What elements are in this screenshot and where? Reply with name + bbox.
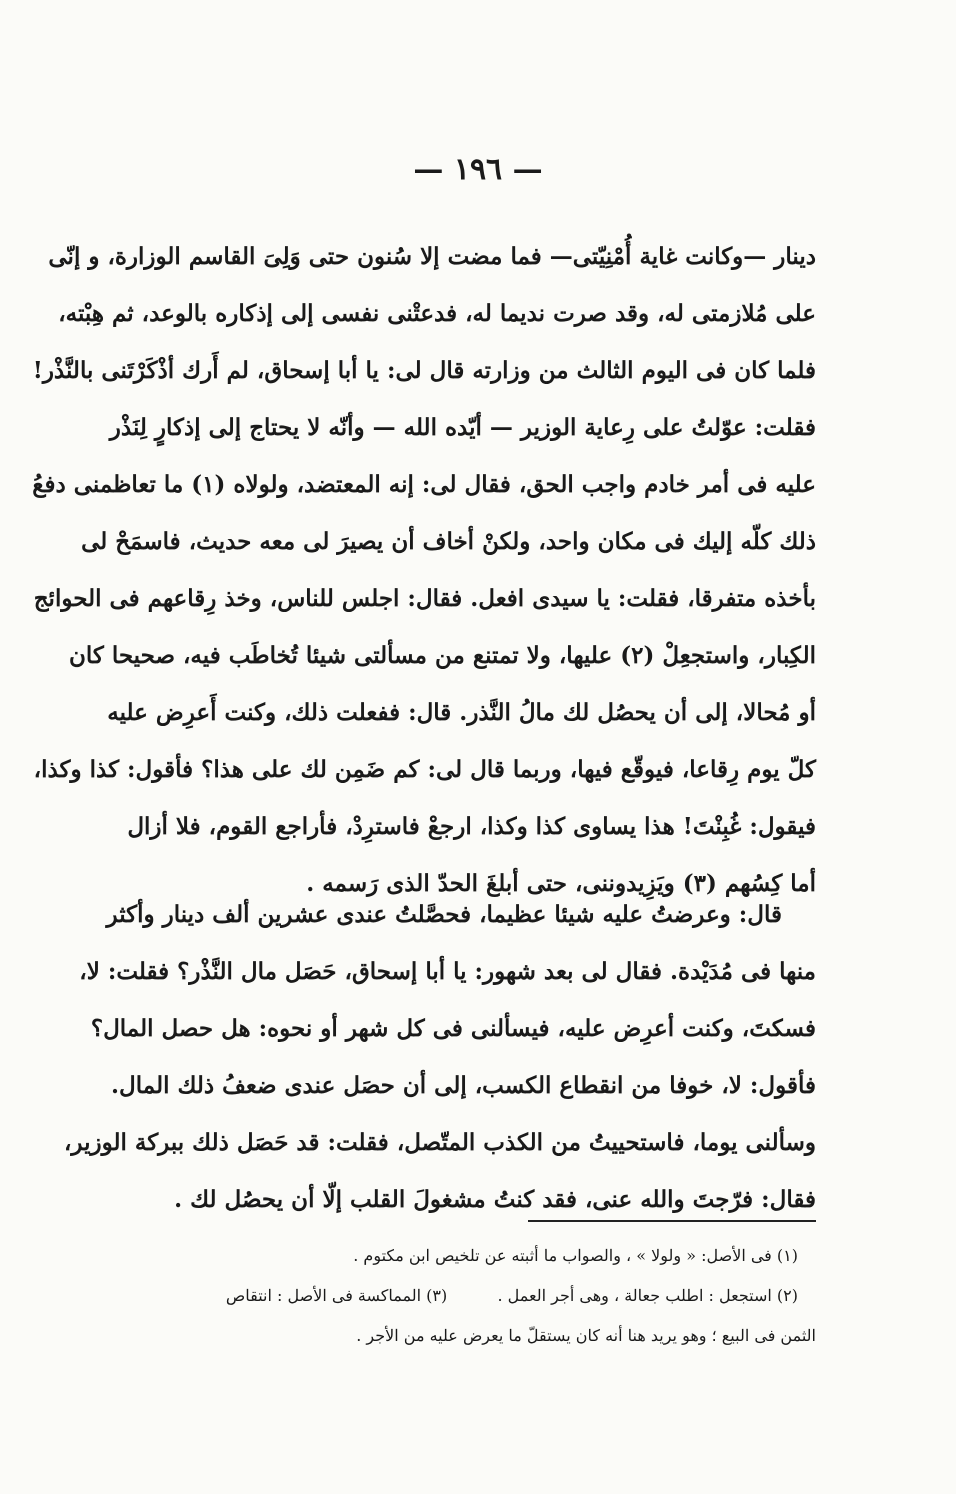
text-line: فقال: فرّجتَ والله عنى، فقد كنتُ مشغولَ القلب إلّا أن يحصُل لك . bbox=[174, 1186, 816, 1213]
text-line: عليه فى أمر خادم واجب الحق، فقال لى: إنه المعتضد، ولولاه (١) ما تعاظمنى دفعُ bbox=[32, 471, 816, 498]
text-line: دينار —وكانت غاية أُمْنِيّتى— فما مضت إلا سُنون حتى وَلِىَ القاسم الوزارة، و إنّى bbox=[48, 243, 816, 270]
text-line: فلما كان فى اليوم الثالث من وزارته قال لى: يا أبا إسحاق، لم أَرك أذْكَرْتَنى بالنَّذْر! bbox=[32, 357, 816, 384]
text-line: على مُلازمتى له، وقد صرت نديما له، فدعتْنى نفسى إلى إذكاره بالوعد، ثم هِبْته، bbox=[58, 300, 816, 327]
paragraph-1 bbox=[32, 228, 816, 912]
text-line: منها فى مُدَيْدة. فقال لى بعد شهور: يا أبا إسحاق، حَصَل مال النَّذْر؟ فقلت: لا، bbox=[79, 958, 816, 985]
text-line: الكِبار، واستجعِلْ (٢) عليها، ولا تمتنع من مسألتى شيئا تُخاطَب فيه، صحيحا كان bbox=[68, 642, 816, 669]
paragraph-2 bbox=[63, 886, 816, 1228]
text-line: فيقول: غُبِنْتَ! هذا يساوى كذا وكذا، ارجعْ فاسترِدْ، فأراجع القوم، فلا أزال bbox=[127, 813, 816, 840]
footnote-3: (٣) المماكسة فى الأصل : انتقاص bbox=[225, 1286, 448, 1305]
text-line: قال: وعرضتُ عليه شيئا عظيما، فحصَّلتُ عندى عشرين ألف دينار وأكثر bbox=[106, 901, 782, 928]
text-line: ذلك كلّه إليك فى مكان واحد، ولكنْ أخاف أن يصيرَ لى معه حديث، فاسمَحْ لى bbox=[81, 528, 816, 555]
text-line: أو مُحالا، إلى أن يحصُل لك مالُ النَّذر. قال: ففعلت ذلك، وكنت أَعرِض عليه bbox=[107, 699, 816, 726]
text-line: كلّ يوم رِقاعا، فيوقّع فيها، وربما قال لى: كم ضَمِن لك على هذا؟ فأقول: كذا وكذا، bbox=[33, 756, 816, 783]
text-line: فأقول: لا، خوفا من انقطاع الكسب، إلى أن حصَل عندى ضعفُ ذلك المال. bbox=[111, 1072, 816, 1099]
footnote-2: (٢) استجعل : اطلب جعالة ، وهى أجر العمل . bbox=[497, 1286, 798, 1305]
footnotes bbox=[136, 1236, 816, 1356]
text-line: وسألنى يوما، فاستحييتُ من الكذب المتّصل، فقلت: قد حَصَل ذلك ببركة الوزير، bbox=[63, 1129, 816, 1156]
footnote-separator bbox=[528, 1220, 816, 1222]
page-number: — ١٩٦ — bbox=[413, 152, 543, 187]
text-line: فسكتَ، وكنت أعرِض عليه، فيسألنى فى كل شهر أو نحوه: هل حصل المال؟ bbox=[90, 1015, 816, 1042]
text-line: بأخذه متفرقا، فقلت: يا سيدى افعل. فقال: اجلس للناس، وخذ رِقاعهم فى الحوائج bbox=[33, 585, 816, 612]
footnote-1: (١) فى الأصل: « ولولا » ، والصواب ما أثبته عن تلخيص ابن مكتوم . bbox=[353, 1246, 798, 1265]
footnote-row bbox=[136, 1276, 816, 1316]
text-line: فقلت: عوّلتُ على رِعاية الوزير — أيّده الله — وأنّه لا يحتاج إلى إذكارٍ لِنَذْر bbox=[109, 414, 816, 441]
footnote-3-continued: الثمن فى البيع ؛ وهو يريد هنا أنه كان يستقلّ ما يعرض عليه من الأجر . bbox=[356, 1326, 816, 1345]
text-line: أما كِسُهم (٣) ويَزِيدوننى، حتى أبلغَ الحدّ الذى رَسمه . bbox=[306, 870, 816, 897]
